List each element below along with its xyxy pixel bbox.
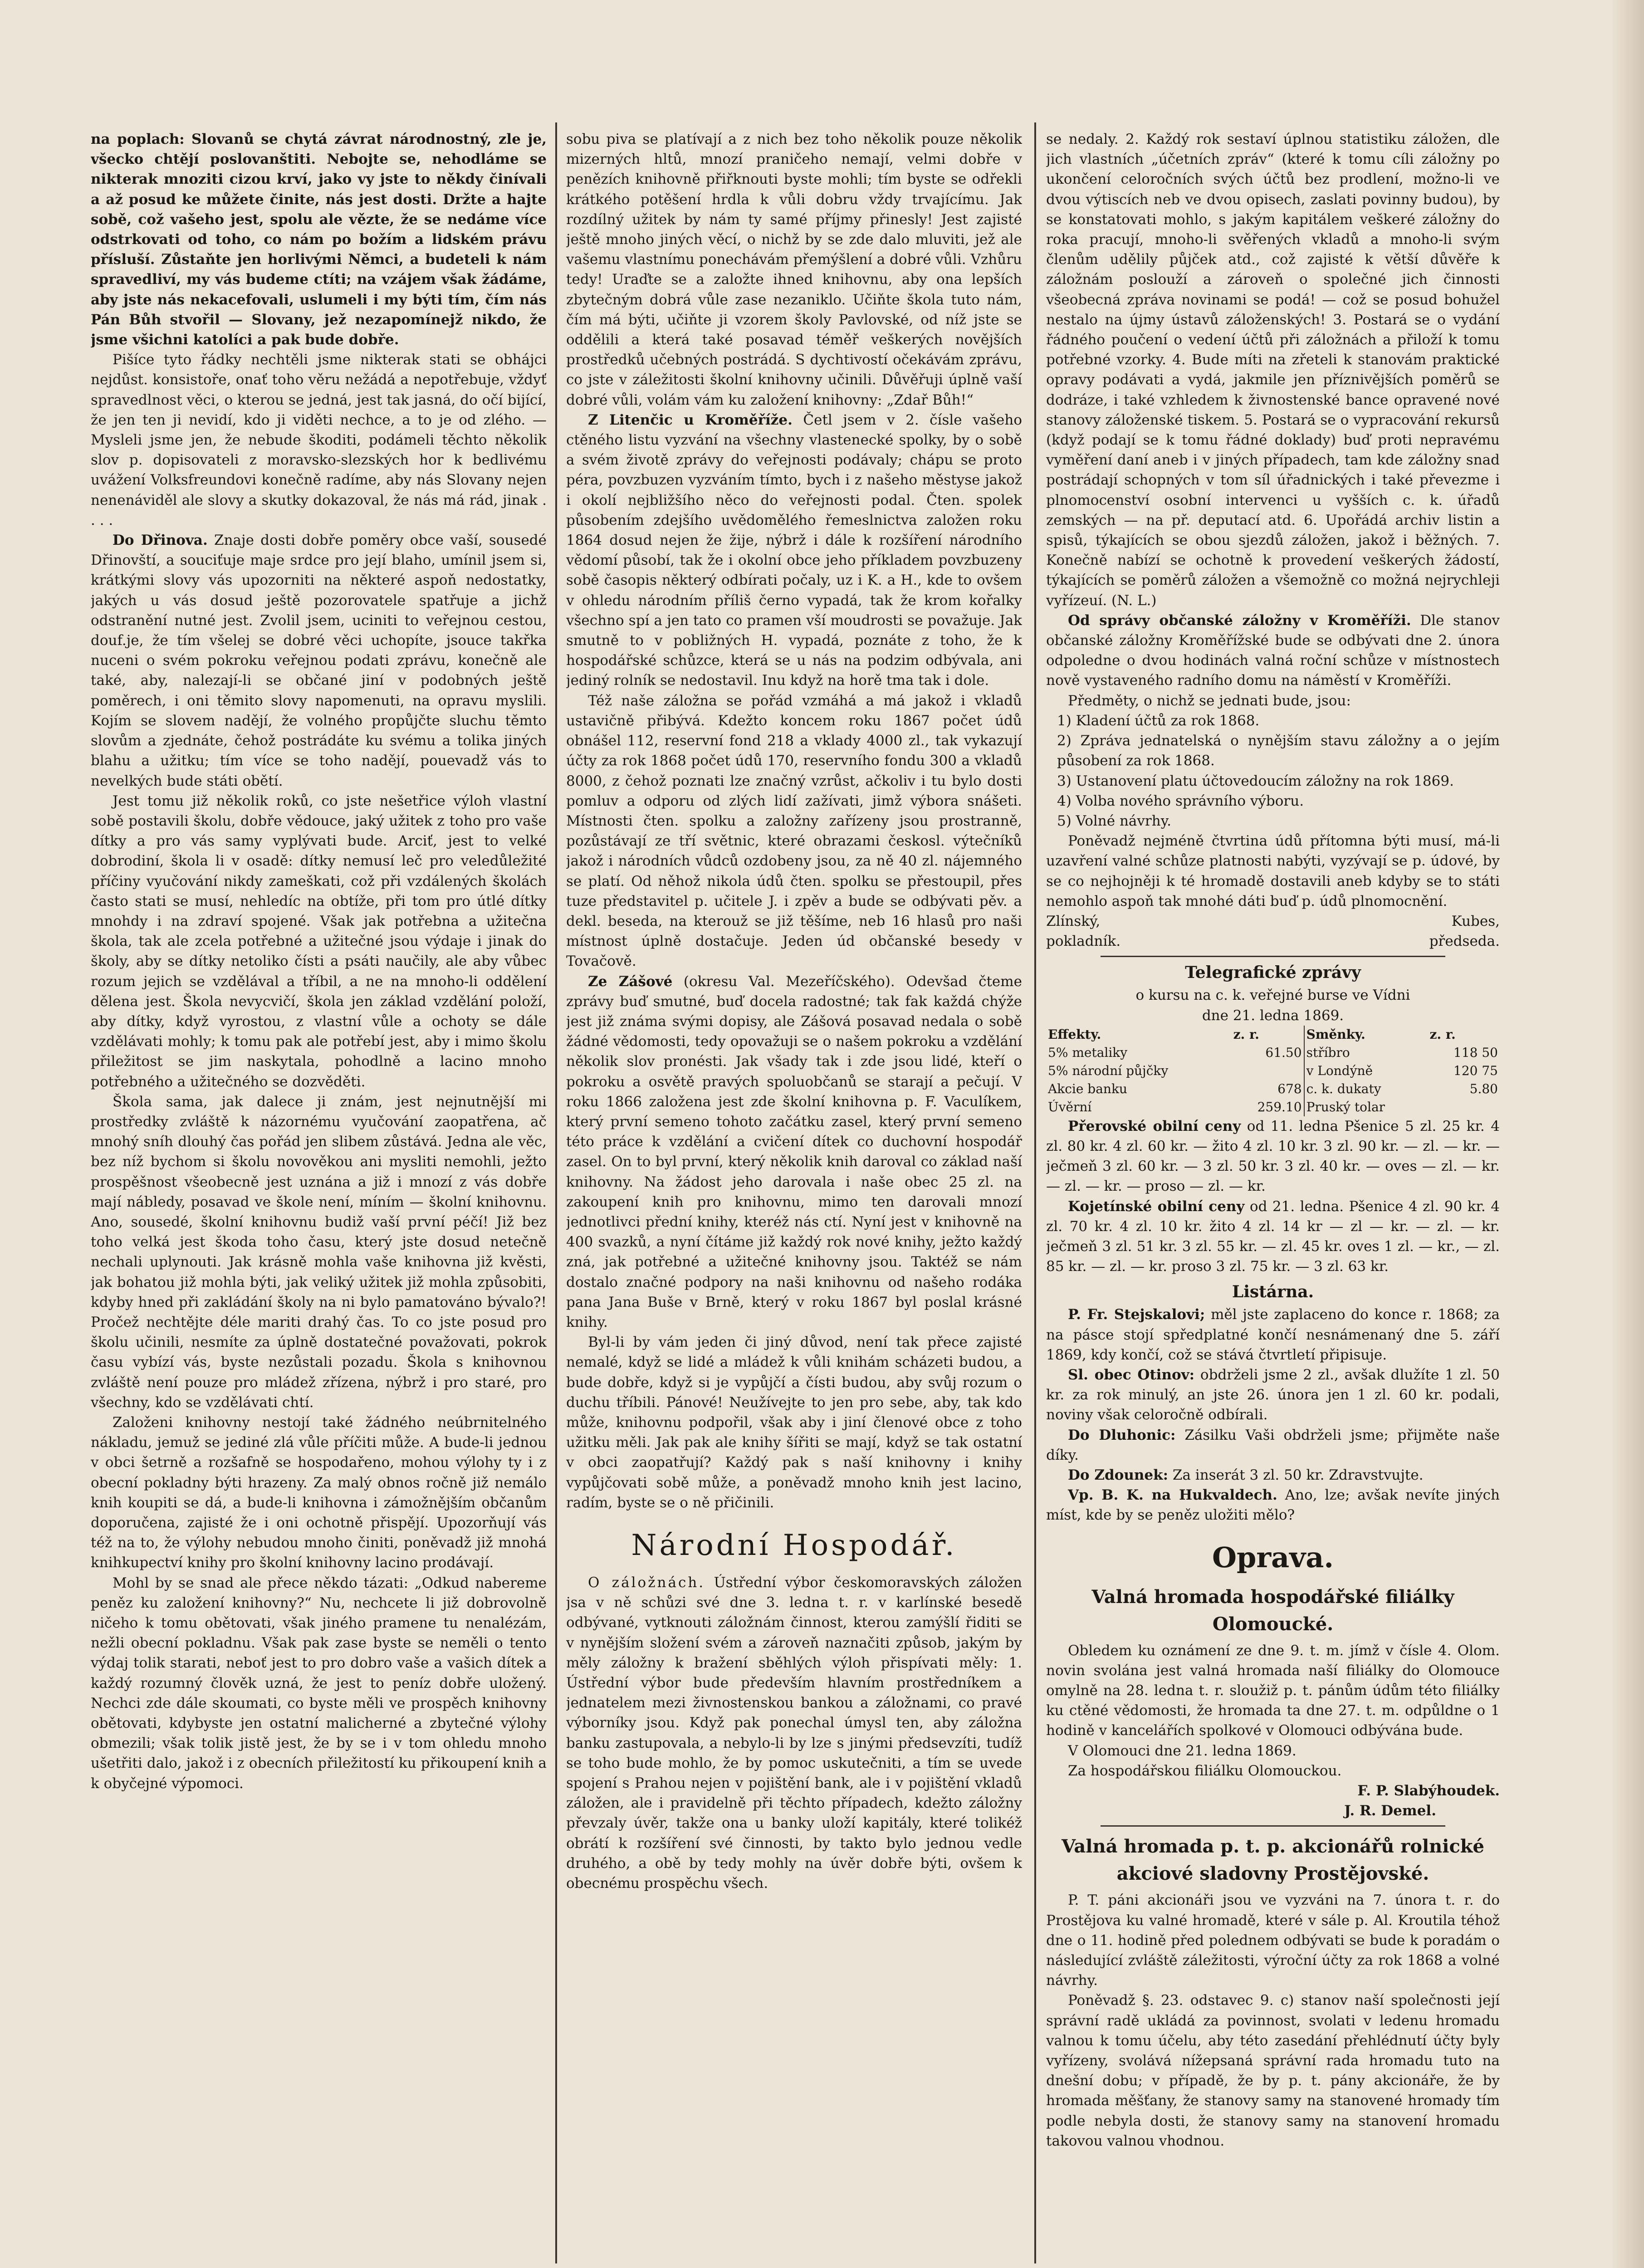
article-heading: Od správy občanské záložny v Kroměříži.	[1068, 612, 1411, 629]
signature-role: pokladník.	[1046, 933, 1121, 950]
notice: Do Zdounek: Za inserát 3 zl. 50 kr. Zdravstvujte.	[1068, 1466, 1424, 1483]
notice-addressee: Do Zdounek:	[1068, 1466, 1169, 1483]
section-heading: Telegrafické zprávy	[1185, 963, 1361, 982]
article-text: Četl jsem v 2. čísle vašeho ctěného listu vyzvání na všechny vlastenecké spolky, by o sobě a svém životě zprávy do veřejnosti podávaly; chápu se proto péra, povzbuzen vyzváním tímto, bych i z našeho městyse jakož i okolí nejbližšího něco do veřejnosti podal. Čten. spolek působením zdejšího uvědomělého řemeslnictva založen roku 1864 dosud nejen že žije, nýbrž i dále k rozšíření národního vědomí působí, tak že i okolní obce jeho příkladem povzbuzeny sobě časopis některý odbírati počaly, uz i K. a H., kde to ovšem v ohledu národním příliš černo vypadá, tak že krom kořalky všechno spí a jen tato co pramen vší moudrosti se považuje. Jak smutně to v pobližných H. vypadá, poznáte z toho, že k hospodářské schůzce, která se u nás na podzim odbývala, ani jediný rolník se nedostavil. Inu když na horě tma tak i dole.	[566, 411, 1022, 689]
article-heading: Ze Zášové	[588, 973, 673, 990]
article-paragraph: Předměty, o nichž se jednati bude, jsou:	[1068, 692, 1351, 709]
divider	[1101, 956, 1445, 957]
page-edge-shadow	[1612, 0, 1644, 2268]
article-paragraph: Též naše záložna se pořád vzmáhá a má jakož i vkladů ustavičně přibývá. Kdežto koncem roku 1867 počet údů obnášel 112, reservní fond 218 a vklady 4000 zl., tak vykazují účty za rok 1868 počet údů 170, reservního fondu 300 a vkladů 8000, z čehož poznati lze značný vzrůst, ačkoliv i tu bylo dosti pomluv a odporu od zlých lidí zažívati, jimž výbora snášeti. Místnosti čten. spolku a založny zařízeny jsou prostranně, pozůstávají ze tří světnic, které obrazami českosl. výtečníků jakož i národních vůdců ozdobeny jsou, za ně 40 zl. nájemného se platí. Od něhož nikola údů čten. spolku se přestoupil, přes tuze představitel p. učitele J. i zpěv a bude se odbývati pěv. a dekl. beseda, na kterouž se již těšíme, neb 16 hlasů pro naši místnost úplně dostačuje. Jeden úd občanské besedy v Tovačově.	[566, 692, 1022, 970]
agenda-item: 5) Volné návrhy.	[1057, 812, 1171, 829]
signature-role: předseda.	[1429, 933, 1500, 950]
table-row: 5% metaliky 61.50 stříbro 118 50	[1046, 1044, 1500, 1062]
signature-name: Kubes,	[1451, 913, 1500, 929]
article-text: Znaje dosti dobře poměry obce vaší, sousedé Dřinovští, a souciťuje maje srdce pro její blaho, umínil jsem si, krátkými slovy vás upozorniti na některé aspoň nedostatky, jakých u vás dosud ještě pozorovatele spatřuje a jichž odstranění nutné jest. Zvolil jsem, uciniti to veřejnou cestou, douf.je, že tím všelej se dobré věci uchopíte, jsouce takřka nuceni o svém pokroku veřejnou podati zprávu, konečně ale také, aby, nalezají-li se občané jiní v podobných ještě poměrech, i oni těmito slovy napomenuti, na opravu myslili. Kojím se slovem nadějí, že volného propůjčte sluchu těmto slovům a zjednáte, čehož postrádáte ku svému a tolika jiných blahu a užitku; tím více se toho nadějí, pouevadž vás to nevelkých bude státi obětí.	[91, 532, 547, 789]
column-1	[91, 129, 547, 2261]
notice-addressee: Sl. obec Otinov:	[1068, 1366, 1195, 1383]
agenda-item: 4) Volba nového správního výboru.	[1057, 792, 1304, 809]
article-paragraph: se nedaly. 2. Každý rok sestaví úplnou statistiku záložen, dle jich vlastních „účetních zpráv“ (které k tomu cíli záložny po ukončení celoročních svých účtů bez prodlení, možno-li ve dvou výtiscích neb ve dvou opisech, zaslati povinny budou), by se konstatovati mohlo, s jakým kapitálem veškeré záložny do roka pracují, mnoho-li svěřených vkladů a mnoho-li svým členům udělily půjček atd., což zajisté k větší důvěře k záložnám poslouží a zároveň o společné jich činnosti všeobecná zpráva novinami se podá! — což se posud bohužel nestalo na újmy ústavů záloženských! 3. Postará se o vydání řádného poučení o vedení účtů při záložnách a přiloží k tomu potřebné vzorky. 4. Bude míti na zřeteli k stanovám praktické opravy podávati a vydá, jakmile jen příznivějších poměrů se dodráze, i také vzhledem k živnostenské bance opravené nové stanovy záloženské tiskem. 5. Postará se o vypracování rekursů (když podají se k tomu řádné doklady) buď proti nepravému vyměření daní aneb i v jiných případech, tam kde záložny snad postrádají schopných v tom síl úřadnických i také převezme i plnomocenství osobní intervenci u vyšších c. k. úřadů zemských — na př. deputací atd. 6. Upořádá archiv listin a spisů, týkajících se obou sjezdů záložen, jakož i běžných. 7. Konečně nabízí se ochotně k provedení veškerých žádostí, týkajících se poměrů záložen a všemožně co možná nejrychleji vyřízeuí. (N. L.)	[1046, 131, 1500, 609]
subheading: dne 21. ledna 1869.	[1202, 1007, 1344, 1024]
table-header: Směnky.	[1304, 1026, 1428, 1044]
section-heading: Oprava.	[1212, 1540, 1334, 1574]
article-text: (okresu Val. Mezeříčského). Odevšad čteme zprávy buď smutné, buď docela radostné; tak fak každá chýže jest již známa svými dopisy, ale Zášová posavad nedala o sobě žádné vědomosti, tedy opovažuji se o našem pokroku a vzdělání několik slov pronésti. Jak všady tak i zde jsou lidé, kteří o pokroku a osvětě pravých spoluobčanů se starají a pečují. V roku 1866 založena jest zde školní knihovna p. F. Vaculíkem, který první semeno tohoto začátku zasel, který první semeno této práce k vzdělání a cvičení dítek co duchovní hospodář zasel. On to byl první, který několik knih daroval co základ naší knihovny. Na žádost jeho darovala i naše obec 25 zl. na zakoupení knih pro knihovnu, mimo ten darovali mnozí jednotlivci přední knihy, kteréž nás ctí. Nyní jest v knihovně na 400 svazků, a nyní čítáme již každý rok nové knihy, ježto každý zná, jak potřebné a užitečné knihovny jsou. Taktéž se nám dostalo značné podpory na naši knihovnu od našeho rodáka pana Jana Buše v Brně, který v roku 1867 byl poslal krásné knihy.	[566, 973, 1022, 1330]
divider	[1101, 1825, 1445, 1827]
notice-addressee: Vp. B. K. na Hukvaldech.	[1068, 1487, 1277, 1504]
notice-heading: Valná hromada p. t. p. akcionářů rolnické akciové sladovny Prostějovské.	[1062, 1836, 1484, 1885]
column-2	[566, 129, 1022, 2261]
article-paragraph: Poněvadž nejméně čtvrtina údů přítomna býti musí, má-li uzavření valné schůze platnosti nabýti, vyzývají se p. údové, by se co nejhojněji k té hromadě dostavili aneb kdyby se to státi nemohlo aspoň tak mnohé dáti buď p. údů plnomocnění.	[1046, 833, 1500, 909]
article-paragraph	[1046, 1116, 1500, 1197]
agenda-item: 1) Kladení účtů za rok 1868.	[1057, 712, 1260, 729]
table-header: z. r.	[1233, 1026, 1259, 1042]
article-paragraph: Mohl by se snad ale přece někdo tázati: „Odkud nabereme peněz ku založení knihovny?“ Nu, nechcete li již dobrovolně ničeho k tomu obětovati, však jiného pramene tu nenalézám, nežli obecní pokladnu. Však pak zase byste se neměli o tento výdaj tolik starati, neboť jest to pro dobro vaše a vašich dítek a každý rozumný člověk uzná, že jest to peníz dobře uložený. Nechci zde dále skoumati, co byste měli ve prospěch knihovny obětovati, kdybyste jen ostatní malicherné a zbytečné výlohy obmezili; však tolik jistě jest, že by se i v tom ohledu mnoho ušetřiti dalo, jakož i z obecních přiležitostí ku přikoupení knih a k obyčejné výpomoci.	[91, 1574, 547, 1792]
signature-name: F. P. Slabýhoudek.	[1357, 1783, 1500, 1799]
signature-name: Zlínský,	[1046, 913, 1101, 929]
article-paragraph: Byl-li by vám jeden či jiný důvod, není tak přece zajisté nemalé, když se lidé a mládež k vůli knihám scházeti budou, a bude dobře, když si je vypůjčí a čísti budou, aby svůj rozum o duchu tříbili. Pánové! Neužívejte to jen pro sebe, aby, tak kdo může, knihovnu podpořil, však aby i jiní členové obce z toho užitku měli. Jak pak ale knihy šířiti se mají, když se tak ostatní v obci zaopatřují? Každý pak s naší knihovny i knihy vypůjčovati sobě může, a poněvadž mnoho knih jest lacino, radím, byste se o ně přičinili.	[566, 1334, 1022, 1511]
article-text: Ústřední výbor českomoravských záložen jsa v ně schůzi své dne 3. ledna t. r. v karlínské besedě odbývané, vytknouti záložnám činnost, kterou zamýšlí řiditi se v nynějším složení svém a zároveň naznačiti způsob, jakým by měly záložny k bražení sběhlých výloh přispívati měly: 1. Ústřední výbor bude především hlavním prostředníkem a jednatelem mezi živnostenskou bankou a záložnami, co pravé výborníky jsou. Když pak ponechal úmysl ten, aby záložna banku zastupovala, a nebylo-li by lze s jinými předsevzíti, tudíž se toho bude mohlo, že by pomoc uskutečniti, a tím se uvede spojení s Prahou nejen v pojištění bank, ale i v pojištění vkladů záložen, ale i pravidelně při těchto případech, kdežto záložny převzaly úvěr, takže ona u banky uloží kapitály, které tolikéž obrátí k rozšíření své činnosti, by takto bylo jednou vedle druhého, a obě by tedy mohly na úvěr dobře býti, ovšem k obecnému prospěchu všech.	[566, 1574, 1022, 1892]
notice-heading: Valná hromada hospodářské filiálky Olomoucké.	[1091, 1586, 1454, 1635]
article-paragraph	[566, 1573, 1022, 1893]
article-date: V Olomouci dne 21. ledna 1869.	[1068, 1742, 1297, 1759]
column-rule	[1034, 122, 1036, 2263]
article-paragraph: Obledem ku oznámení ze dne 9. t. m. jímž v čísle 4. Olom. novin svolána jest valná hromada naší filiálky do Olomouce omylně na 28. ledna t. r. sloužiž p. t. pánům údům této filiálky ku ctěné vědomosti, že hromada ta dne 27. t. m. odpůldne o 1 hodině v kancelářích spolkové v Olomouci odbývána bude.	[1046, 1642, 1500, 1739]
article-paragraph	[91, 530, 547, 791]
table-header: z. r.	[1429, 1026, 1456, 1042]
section-heading: Listárna.	[1232, 1282, 1314, 1302]
notice: Sl. obec Otinov: obdrželi jsme 2 zl., avšak dlužíte 1 zl. 50 kr. za rok minulý, an jste 26. února jen 1 zl. 60 kr. podali, noviny však celoročně odbírali.	[1046, 1366, 1500, 1423]
signature-name: J. R. Demel.	[1344, 1803, 1436, 1819]
article-text: od 21. ledna. Pšenice 4 zl. 90 kr. 4 zl. 70 kr. 4 zl. 10 kr. žito 4 zl. 14 kr — zl — kr. — zl. — kr. ječmeň 3 zl. 51 kr. 3 zl. 55 kr. — zl. 45 kr. oves 1 zl. — kr., — zl. 85 kr. — zl. — kr. proso 3 zl. 75 kr. — 3 zl. 63 kr.	[1046, 1198, 1500, 1275]
notice-addressee: Do Dluhonic:	[1068, 1427, 1176, 1443]
article-paragraph	[1046, 611, 1500, 691]
article-paragraph: na poplach: Slovanů se chytá závrat národnostný, zle je, všecko chtějí poslovanštiti. Nebojte se, nehodláme se nikterak mnoziti cizou krví, jako vy jste to někdy činívali a až posud ke můžete činite, nás jest dosti. Držte a hajte sobě, což vašeho jest, spolu ale vězte, že se nedáme více odstrkovati od toho, co nám po božím a lidském právu přísluší. Zůstaňte jen horlivými Němci, a budeteli k nám spravedliví, my vás budeme ctíti; na vzájem však žádáme, aby jste nás nekacefovali, uslumeli i my býti tím, čím nás Pán Bůh stvořil — Slovany, jež nezapomínejž nikdo, že jsme všichni katolíci a pak bude dobře.	[91, 131, 547, 348]
article-heading: Z Litenčic u Kroměříže.	[588, 411, 793, 428]
article-paragraph: Jest tomu již několik roků, co jste nešetřice výloh vlastní sobě postavili školu, dobře vědouce, jaký užitek z toho pro vaše dítky a pro vás samy vyplývati bude. Arciť, jest to velké dobrodiní, škola li v osadě: dítky nemusí leč pro veledůležité příčiny vyučování nikdy zameškati, což při vzdálených školách často stati se musí, nehledíc na obtíže, při tom pro útlé dítky mnohdy i na zdraví spojené. Však jak potřebna a užitečna škola, tak ale zcela potřebné a užitečné jsou výdaje i jinak do školy, aby se dítky netoliko čísti a psáti naučily, ale aby vůbec rozum jejich se vzdělával a tříbil, a ne na mnoho-li oddělení dělena jest. Škola nevycvičí, škola jen základ vzdělání položí, aby dítky, když vyrostou, z vlastní vůle a ochoty se dále vzdělávati mohly; k tomu pak ale potřebí jest, aby i mimo školu přiležitost se jim naskytala, pohodlně a lacino mnoho potřebného a užitečného se dozvěděti.	[91, 792, 547, 1090]
article-paragraph: Za hospodářskou filiálku Olomouckou.	[1068, 1762, 1342, 1779]
column-3	[1046, 129, 1500, 2261]
table-header: Effekty.	[1048, 1026, 1101, 1042]
article-paragraph	[1046, 1197, 1500, 1277]
agenda-item: 2) Zpráva jednatelská o nynějším stavu záložny a o jejím působení za rok 1868.	[1057, 733, 1500, 769]
article-paragraph: Založeni knihovny nestojí také žádného neúbrnitelného nákladu, jemuž se jediné zlá vůle příčiti může. A bude-li jednou v obci šetrně a rozšafně se hospodařeno, mohou výlohy ty i z obecní pokladny býti hrazeny. Za malý obnos ročně již nemálo knih koupiti se dá, a bude-li knihovna i zámožnějším občanům doporučena, zajisté že i oni ochotně přispějí. Upozorňují vás též na to, že výlohy nebudou mnoho činiti, poněvadž již mnohá knihkupectví knihy pro školní knihovny lacino prodávají.	[91, 1414, 547, 1571]
notice-addressee: P. Fr. Stejskalovi;	[1068, 1306, 1205, 1323]
notice: Vp. B. K. na Hukvaldech. Ano, lze; avšak nevíte jiných míst, kde by se peněz uložiti mělo?	[1046, 1487, 1500, 1524]
table-row: Akcie banku 678 c. k. dukaty 5.80	[1046, 1080, 1500, 1098]
article-paragraph	[566, 972, 1022, 1333]
signatures	[1046, 911, 1500, 951]
article-heading: Přerovské obilní ceny	[1068, 1118, 1241, 1134]
article-heading: Do Dřinova.	[113, 532, 208, 549]
article-heading: O záložnách.	[588, 1574, 705, 1591]
notice: Do Dluhonic: Zásilku Vaši obdrželi jsme; přijměte naše díky.	[1046, 1427, 1500, 1463]
article-text: Dle stanov občanské záložny Kroměřížské bude se odbývati dne 2. února odpoledne o dvou hodinách valná roční schůze v místnostech nově vystaveného radního domu na náměstí v Kroměříži.	[1046, 612, 1500, 689]
article-paragraph: Poněvadž §. 23. odstavec 9. c) stanov naší společnosti její správní radě ukládá za povinnost, svolati v ledenu hromadu valnou k tomu účelu, aby této zasedání přehlédnutí účty byly vyřízeny, svolává nížepsaná správní rada hromadu tuto na dnešní dobu; v případě, že by p. t. pány akcionáře, že by hromada měšťany, že stanovy samy na stanovené hromady tím podle nebyla dosti, že stanovy samy na stanovení hromadu takovou valnou vhodnou.	[1046, 1992, 1500, 2149]
exchange-table	[1046, 1026, 1500, 1116]
article-text: od 11. ledna Pšenice 5 zl. 25 kr. 4 zl. 80 kr. 4 zl. 60 kr. — žito 4 zl. 10 kr. 3 zl. 90 kr. — zl. — kr. — ječmeň 3 zl. 60 kr. — 3 zl. 50 kr. 3 zl. 40 kr. — oves — zl. — kr. — zl. — kr. — proso — zl. — kr.	[1046, 1118, 1500, 1195]
agenda-item: 3) Ustanovení platu účtovedoucím záložny na rok 1869.	[1057, 772, 1454, 789]
article-heading: Kojetínské obilní ceny	[1068, 1198, 1245, 1215]
table-row: 5% národní půjčky v Londýně 120 75	[1046, 1062, 1500, 1080]
article-paragraph: Pišíce tyto řádky nechtěli jsme nikterak stati se obhájci nejdůst. konsistoře, onať toho věru nežádá a nepotřebuje, vždyť spravedlnost věci, o kterou se jedná, jest tak jasná, do očí bijící, že jen ten ji nevidí, kdo ji viděti nechce, a to je od zlého. — Mysleli jsme jen, že nebude škoditi, podámeli těchto několik slov p. dopisovateli z moravsko-slezských hor k bedlivému uvážení Volksfreundovi konečně radíme, aby nás Slovany nejen nenenáviděl ale slovy a skutky dokazoval, že nás má rád, jinak . . . .	[91, 352, 547, 528]
subheading: o kursu na c. k. veřejné burse ve Vídni	[1135, 987, 1410, 1004]
column-rule	[555, 122, 557, 2263]
section-heading: Národní Hospodář.	[631, 1529, 957, 1563]
article-paragraph	[566, 410, 1022, 691]
article-paragraph: sobu piva se platívají a z nich bez toho několik pouze několik mizerných hltů, mnozí praničeho nemají, velmi dobře v penězích knihovně přiřknouti byste mohli; tím byste se odřekli krátkého potěšení hrdla k vůli dobru vždy trvajícímu. Jak rozdílný užitek by nám ty samé příjmy přinesly! Jest zajisté ještě mnoho jiných věcí, o nichž by se zde dalo mluviti, jež ale vašemu vlastnímu ponechávám přemýšlení a dobré vůli. Vzhůru tedy! Uraďte se a založte ihned knihovnu, aby ona lepších zbytečným dobrá vůle zase nezaniklo. Učiňte škola tuto nám, čím má býti, učiňte ji vzorem školy Pavlovské, od níž jste se oddělili a která také posavad téměř veškerých novějších prostředků učebných postrádá. S dychtivostí očekávám zprávu, co jste v záležitosti školní knihovny učinili. Důvěřuji úplně vaší dobré vůli, volám vám ku založení knihovny: „Zdař Bůh!“	[566, 131, 1022, 408]
article-paragraph: Škola sama, jak dalece ji znám, jest nejnutnější mi prostředky zvláště k názornému vyučování zaopatřena, ač mnohý sníh dlouhý čas pořád jen slibem zůstává. Jedna ale věc, bez níž bychom si školu novověkou ani mysliti nemohli, ježto prospěšnost všeobecně jest uznána a již i mnozí z vás dobře mají nábledy, posavad ve škole není, míním — školní knihovnu. Ano, sousedé, školní knihovnu budiž vaší první péčí! Již bez toho velká jest škoda toho času, který jste dosud netečně nechali uplynouti. Jak krásně mohla vaše knihovna již kvěsti, jak bohatou již mohla býti, jak veliký užitek již mohla způsobiti, kdyby hned při zakládání školy na ni bylo pamatováno bývalo?! Pročež nechtějte déle mariti drahý čas. To co jste posud pro školu učinili, nesmíte za úplně dostatečné považovati, pokrok času vybízí vás, byste nezůstali pozadu. Škola s knihovnou zvláště není pouze pro mládež zřízena, nýbrž i pro staré, pro všechny, kdo se vzdělávati chtí.	[91, 1093, 547, 1411]
notice: P. Fr. Stejskalovi; měl jste zaplaceno do konce r. 1868; za na pásce stojí spředplatné končí nesnámenaný dne 5. září 1869, kdy končí, což se stává čtvrtletí připisuje.	[1046, 1306, 1500, 1363]
table-row: Úvěrní 259.10 Pruský tolar	[1046, 1098, 1500, 1116]
article-paragraph: P. T. páni akcionáři jsou ve vyzváni na 7. února t. r. do Prostějova ku valné hromadě, které v sále p. Al. Kroutila téhož dne o 11. hodině před polednem odbývati se bude k poradám o následující zvláště záležitosti, výroční účty za rok 1868 a volné návrhy.	[1046, 1892, 1500, 1989]
